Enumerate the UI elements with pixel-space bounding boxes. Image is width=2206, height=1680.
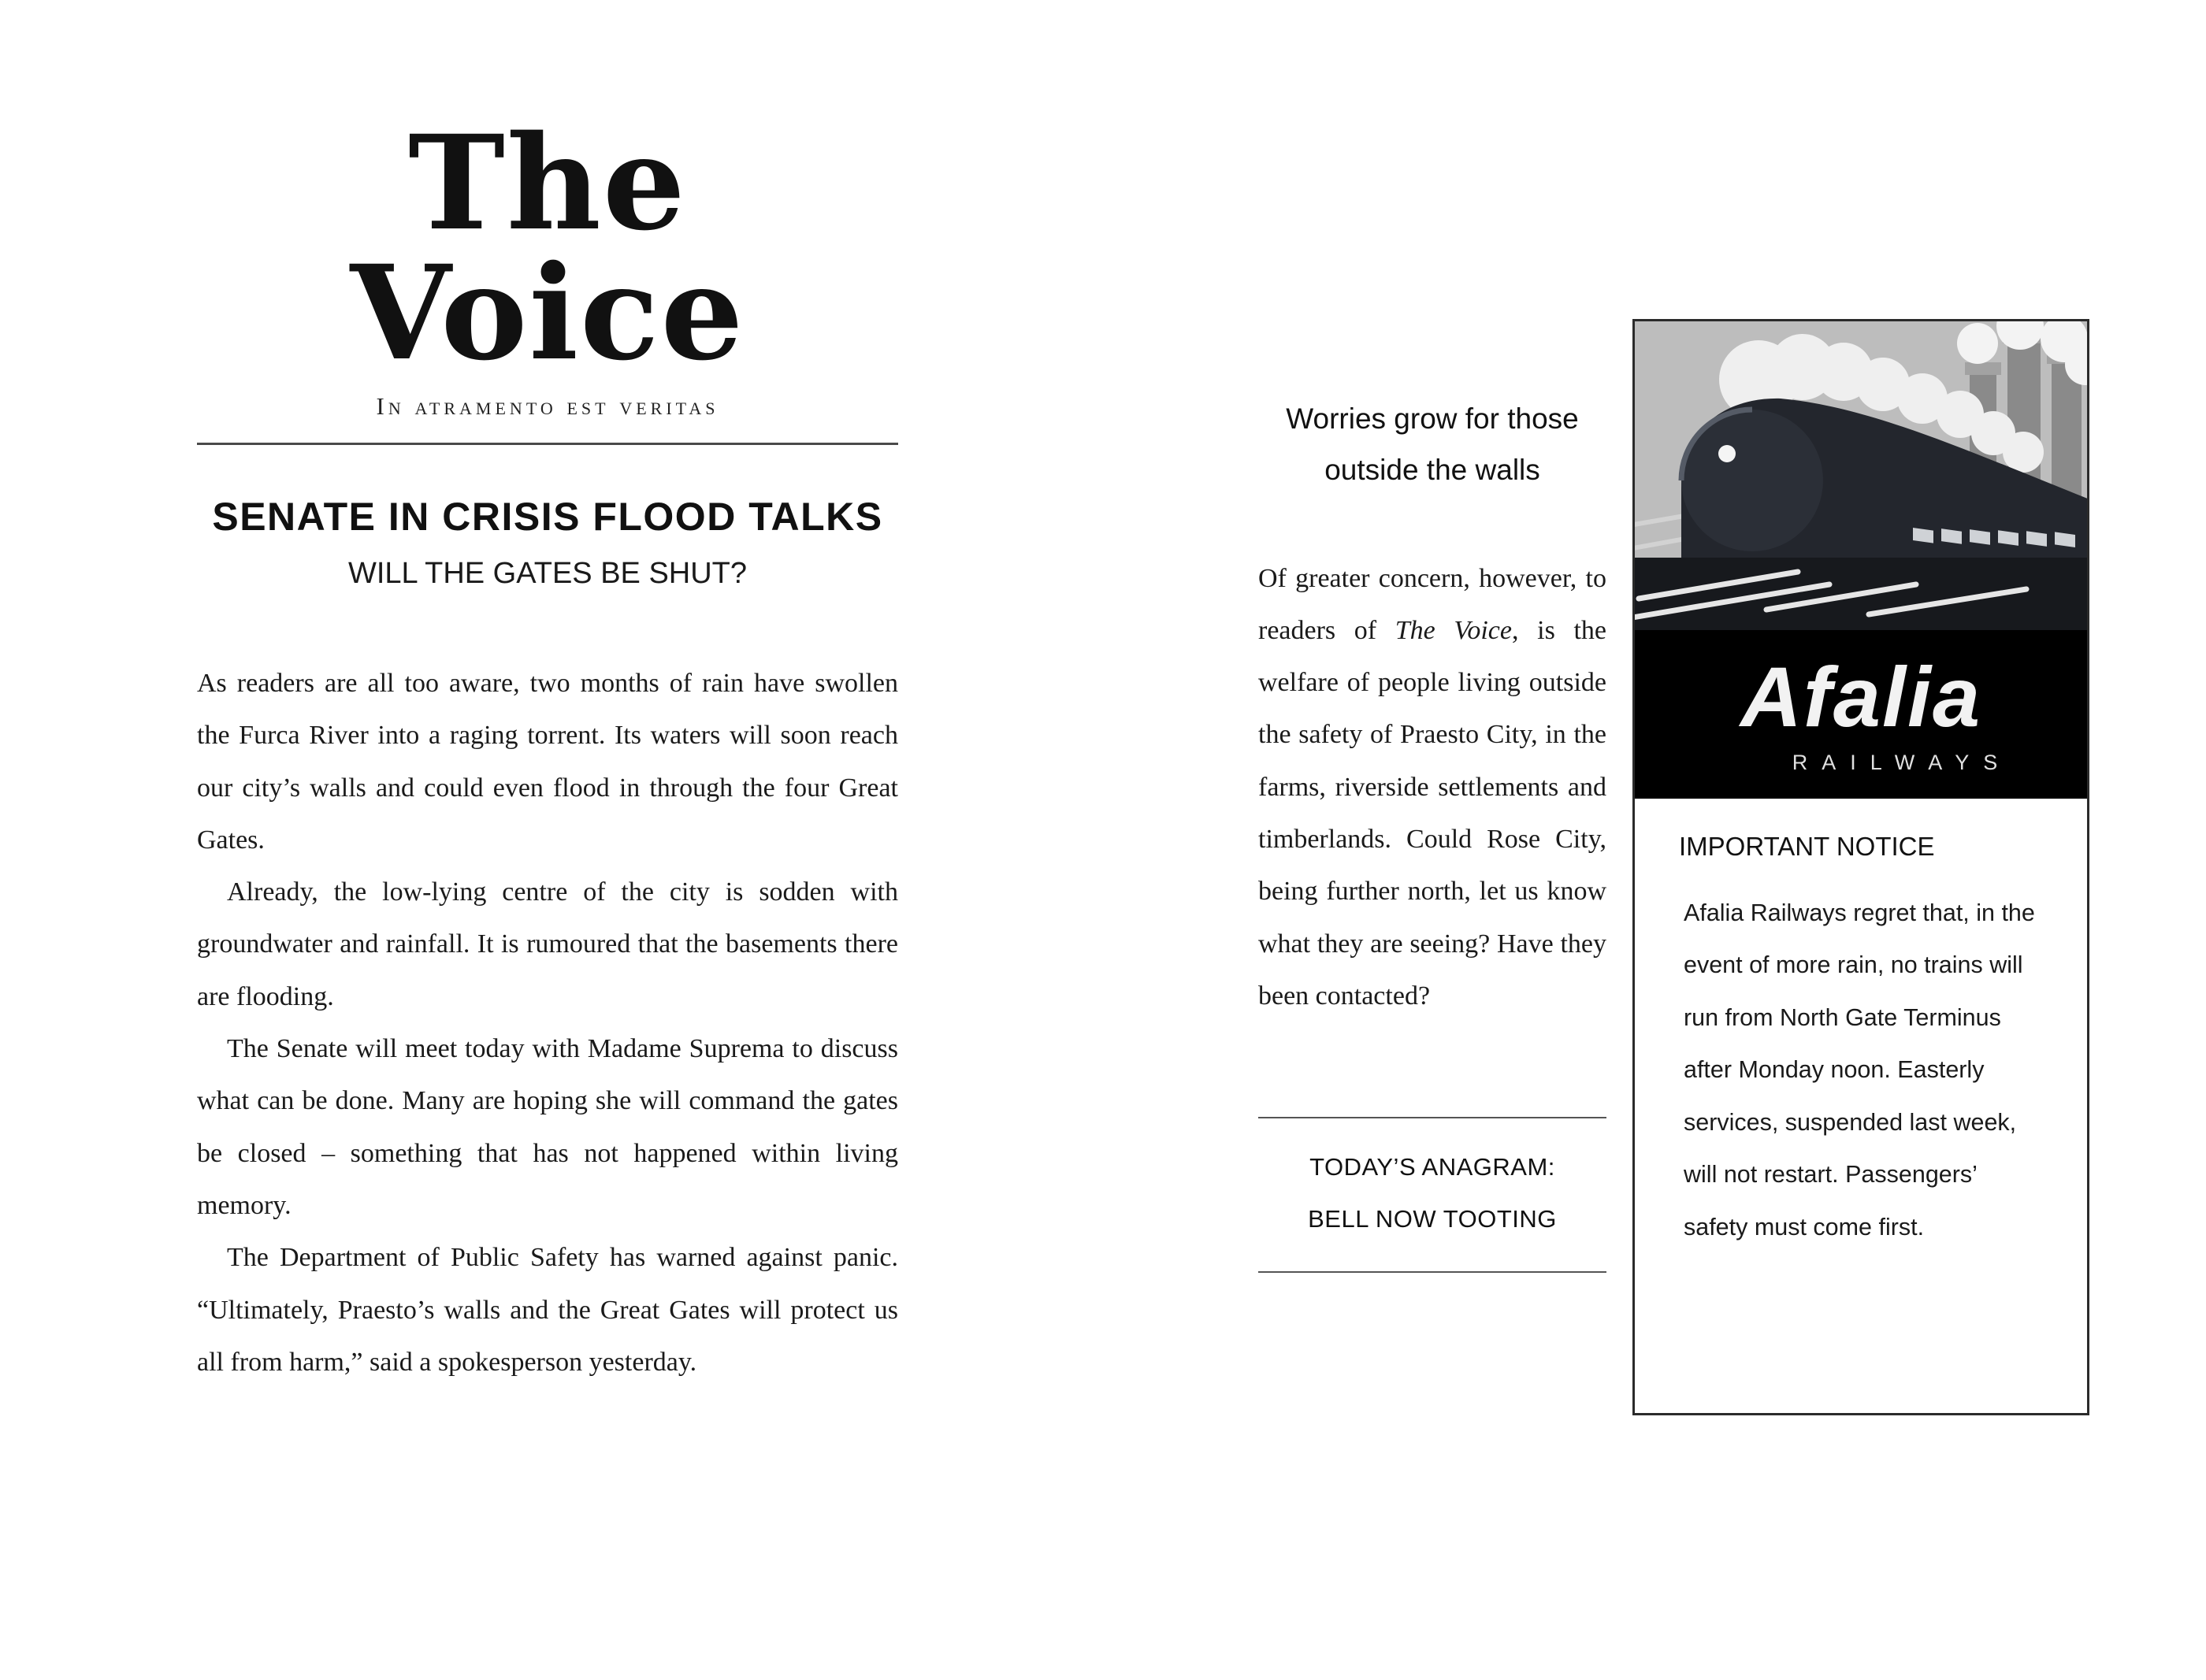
- publication-name-italic: The Voice: [1395, 615, 1512, 645]
- anagram-block: [1258, 1117, 1606, 1273]
- second-article-text-b: , is the welfare of people living outside the safety of Praesto City, in the farms, riverside settlements and timberlands. Could Rose City, being further north, let us know what they are seeing? Have they been contacted?: [1258, 615, 1606, 1011]
- train-illustration: [1635, 321, 2087, 630]
- advert-brand-subtitle: RAILWAYS: [1792, 750, 2012, 774]
- anagram-label: TODAY’S ANAGRAM:: [1309, 1153, 1555, 1181]
- advert-notice-body: Afalia Railways regret that, in the event of more rain, no trains will run from North Gate Terminus after Monday noon. Easterly services, suspended last week, will not restart. Passengers’ safety must come first.: [1684, 899, 2035, 1241]
- anagram-rule-bottom: [1258, 1271, 1606, 1273]
- second-article-body: [1258, 553, 1606, 1023]
- lead-column: [197, 106, 898, 1389]
- second-article-heading-line2: outside the walls: [1324, 453, 1540, 486]
- lead-paragraph-3: The Senate will meet today with Madame Suprema to discuss what can be done. Many are hoping she will command the gates be closed – something that has not happened within living memory.: [197, 1034, 898, 1220]
- lead-subhead: WILL THE GATES BE SHUT?: [347, 557, 748, 590]
- second-article-text-a: Of greater concern, however, to readers of: [1258, 563, 1606, 645]
- second-column: [1258, 394, 1606, 1273]
- masthead-rule: [197, 443, 898, 445]
- advert-notice: [1635, 799, 2087, 1253]
- lead-paragraph-4: The Department of Public Safety has warned against panic. “Ultimately, Praesto’s walls and the Great Gates will protect us all from harm,” said a spokesperson yesterday.: [197, 1243, 898, 1377]
- lead-paragraph-1: As readers are all too aware, two months of rain have swollen the Furca River into a raging torrent. Its waters will soon reach our city’s walls and could even flood in through the four Great Gates.: [197, 669, 898, 855]
- advert-brand-band: [1635, 630, 2087, 799]
- second-article-heading: [1258, 394, 1606, 496]
- anagram-value: BELL NOW TOOTING: [1308, 1205, 1557, 1233]
- lead-headline: SENATE IN CRISIS FLOOD TALKS: [212, 495, 883, 539]
- second-article-heading-line1: Worries grow for those: [1286, 402, 1579, 435]
- railways-advert: [1632, 319, 2089, 1415]
- advert-brand-name: Afalia: [1740, 648, 1982, 744]
- lead-paragraph-2: Already, the low-lying centre of the city is sodden with groundwater and rainfall. It is rumoured that the basements there are flooding.: [197, 877, 898, 1011]
- advert-notice-title: IMPORTANT NOTICE: [1679, 832, 1935, 861]
- masthead-tagline: In atramento est veritas: [376, 392, 719, 420]
- lead-body: [197, 658, 898, 1389]
- anagram-rule-top: [1258, 1117, 1606, 1118]
- masthead-title: The Voice: [350, 106, 745, 389]
